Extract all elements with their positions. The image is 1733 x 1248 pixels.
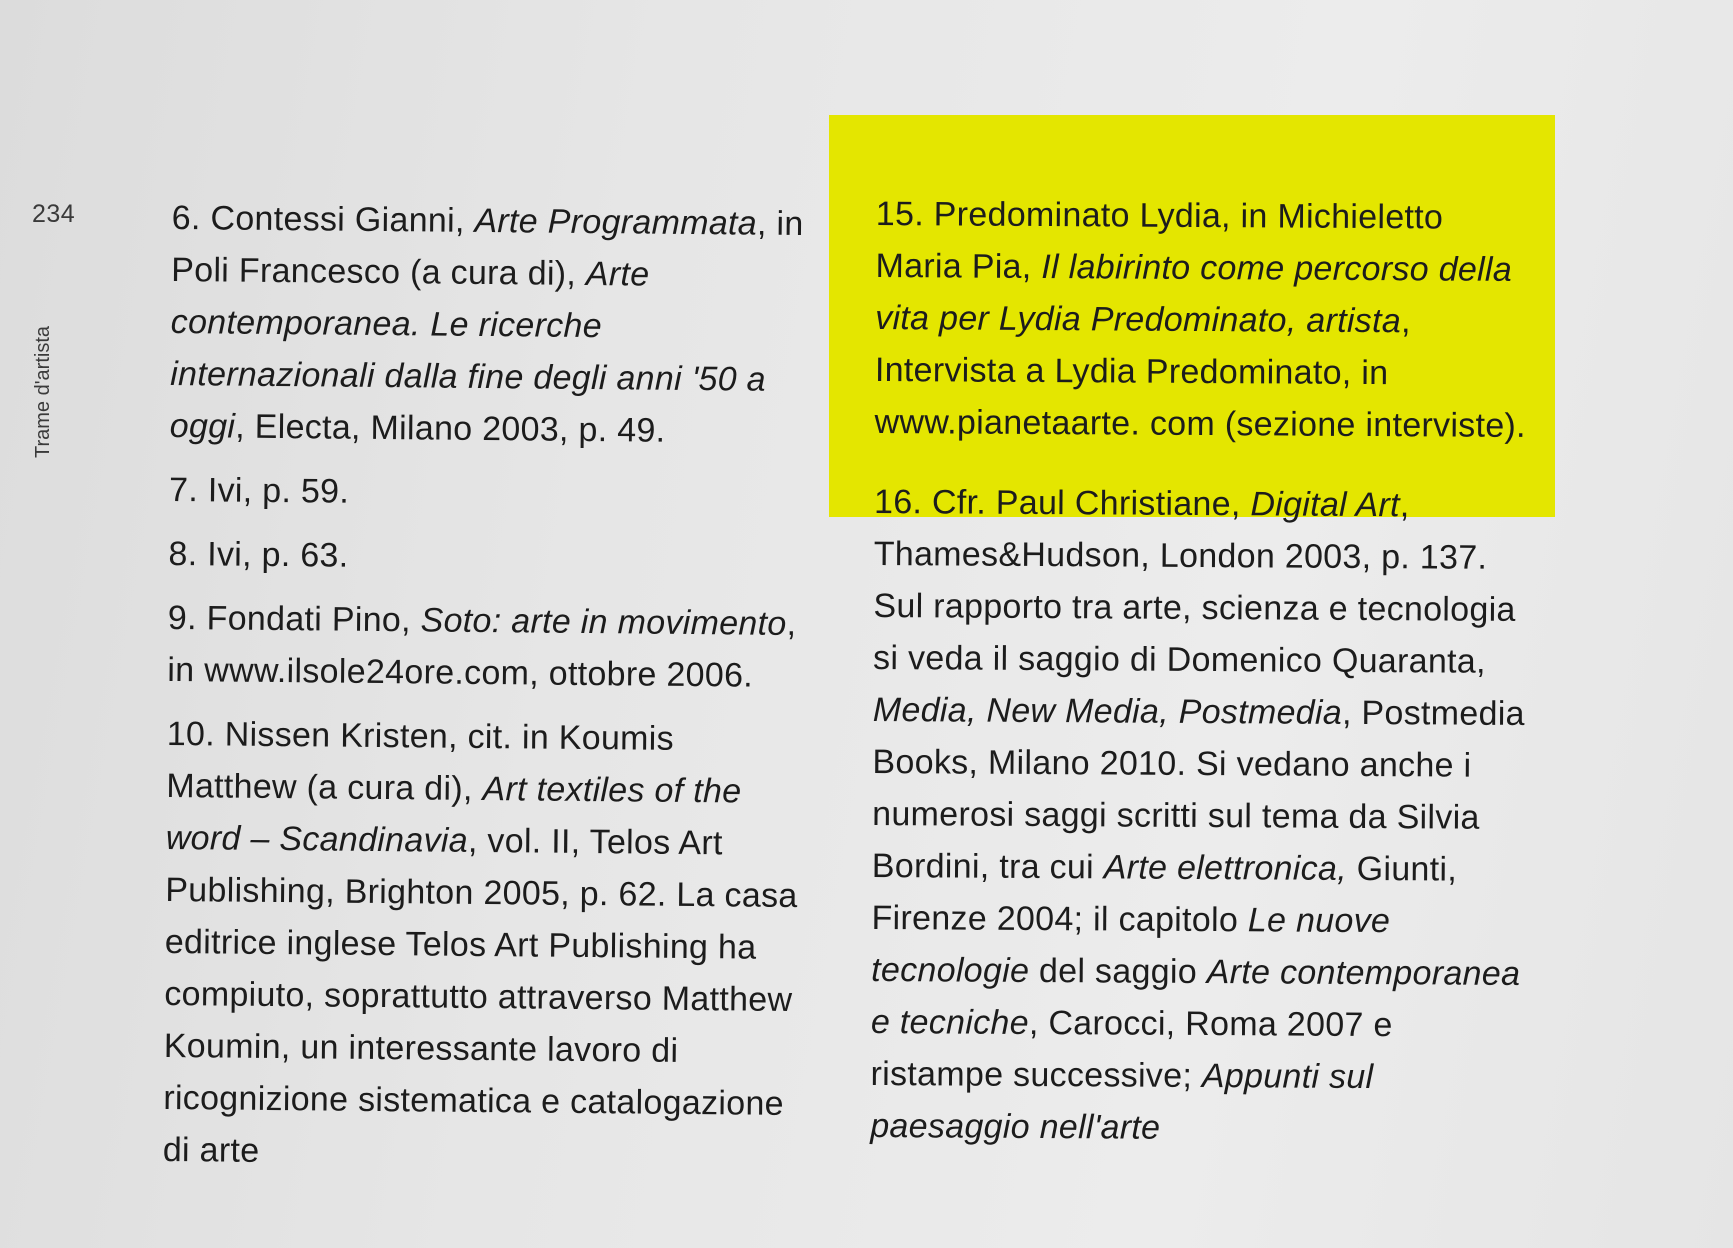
footnote-title: Soto: arte in movimento	[420, 601, 787, 643]
footnote-text: 9. Fondati Pino,	[167, 598, 421, 640]
running-title: Trame d'artista	[32, 325, 54, 458]
footnote-text: 16. Cfr. Paul Christiane,	[873, 482, 1251, 524]
footnote-text: 15. Predominato Lydia, in Michieletto Maria Pia,	[875, 194, 1444, 287]
footnote-text: Giunti, Firenze 2004; il capitolo	[871, 849, 1458, 940]
footnote-text: del saggio	[1029, 951, 1207, 992]
footnote-text: , vol. II, Telos Art Publishing, Brighton 2005, p. 62. La casa editrice inglese Telos Art Publishing ha compiuto, soprattutto attraverso Matthew Koumin, un interessante lavoro di ricognizione sistematica e catalogazione di arte	[162, 821, 798, 1170]
footnote-9	[167, 592, 808, 702]
footnote-title: Media, New Media, Postmedia	[872, 690, 1343, 732]
footnote-10	[163, 708, 807, 1182]
footnote-text: , Intervista a Lydia Predominato, in www.pianetaarte. com (sezione interviste).	[874, 302, 1526, 445]
footnote-title: Arte contemporanea. Le ricerche internazionali dalla fine degli anni '50 a oggi	[169, 254, 767, 446]
footnote-title: Le nuove tecnologie	[871, 901, 1391, 990]
footnote-6	[170, 192, 812, 458]
footnote-title: Arte contemporanea e tecniche	[870, 953, 1521, 1042]
footnote-text: , Postmedia Books, Milano 2010. Si vedano anche i numerosi saggi scritti sul tema da Silvia Bordini, tra cui	[871, 693, 1525, 887]
footnote-title: Appunti sul paesaggio nell'arte	[870, 1057, 1374, 1147]
page-number: 234	[32, 200, 76, 228]
footnote-text: , Electa, Milano 2003, p. 49.	[235, 407, 666, 450]
footnote-16	[870, 476, 1534, 1156]
footnote-text: 8. Ivi, p. 63.	[168, 534, 349, 575]
right-footnote-column	[870, 188, 1536, 1168]
footnote-7	[169, 464, 809, 522]
footnote-text: , Carocci, Roma 2007 e ristampe successive;	[870, 1003, 1393, 1096]
footnote-text: , in www.ilsole24ore.com, ottobre 2006.	[167, 604, 797, 695]
footnote-title: Digital Art	[1250, 485, 1400, 525]
left-footnote-column	[162, 192, 812, 1194]
footnote-title: Il labirinto come percorso della vita per Lydia Predominato, artista	[875, 248, 1513, 341]
footnote-title: Arte Programmata	[474, 201, 758, 243]
footnote-title: Art textiles of the word – Scandinavia	[165, 770, 742, 860]
footnote-text: , in Poli Francesco (a cura di),	[171, 204, 804, 293]
footnote-text: , Thames&Hudson, London 2003, p. 137. Sul rapporto tra arte, scienza e tecnologia si veda il saggio di Domenico Quaranta,	[873, 486, 1516, 681]
footnote-text: 6. Contessi Gianni,	[171, 198, 475, 240]
footnote-title: Arte elettronica,	[1103, 848, 1348, 888]
footnote-15	[874, 188, 1536, 452]
footnote-8	[168, 528, 808, 586]
footnote-text: 7. Ivi, p. 59.	[168, 470, 350, 511]
footnote-text: 10. Nissen Kristen, cit. in Koumis Matthew (a cura di),	[166, 714, 675, 809]
